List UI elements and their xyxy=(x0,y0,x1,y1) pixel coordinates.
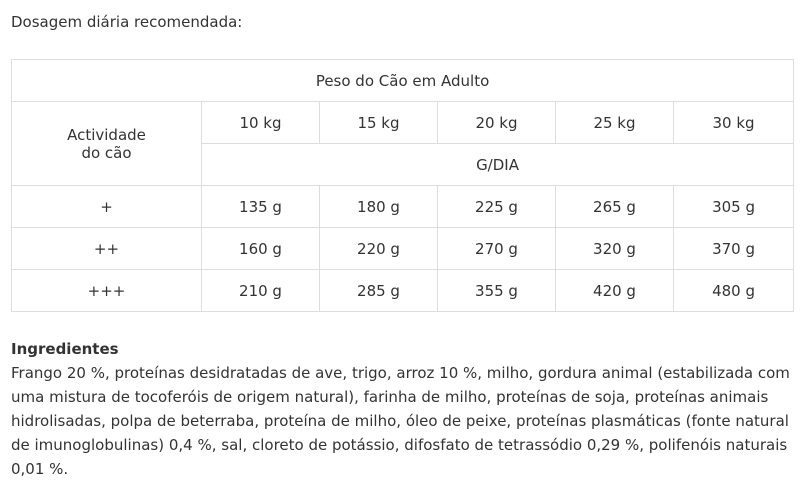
dose-cell: 305 g xyxy=(674,186,794,228)
dose-cell: 480 g xyxy=(674,270,794,312)
ingredients-section xyxy=(11,337,796,481)
dose-cell: 180 g xyxy=(320,186,438,228)
weights-row xyxy=(12,102,794,144)
weight-cell: 30 kg xyxy=(674,102,794,144)
activity-level: + xyxy=(12,186,202,228)
ingredients-text: Frango 20 %, proteínas desidratadas de ave, trigo, arroz 10 %, milho, gordura animal (estabilizada com uma mistura de tocoferóis de origem natural), farinha de milho, proteínas de soja, proteínas animais hidrolisadas, polpa de beterraba, proteína de milho, óleo de peixe, proteínas plasmáticas (fonte natural de imunoglobulinas) 0,4 %, sal, cloreto de potássio, difosfato de tetrassódio 0,29 %, polifenóis naturais 0,01 %. xyxy=(11,364,790,478)
dose-cell: 270 g xyxy=(438,228,556,270)
dose-cell: 220 g xyxy=(320,228,438,270)
weight-cell: 15 kg xyxy=(320,102,438,144)
activity-header-line1: Actividade xyxy=(67,125,146,144)
dose-cell: 135 g xyxy=(202,186,320,228)
dose-cell: 355 g xyxy=(438,270,556,312)
weight-cell: 25 kg xyxy=(556,102,674,144)
activity-level: +++ xyxy=(12,270,202,312)
dose-cell: 320 g xyxy=(556,228,674,270)
table-header-row xyxy=(12,60,794,102)
dose-cell: 420 g xyxy=(556,270,674,312)
activity-level: ++ xyxy=(12,228,202,270)
table-row xyxy=(12,270,794,312)
activity-header xyxy=(12,102,202,186)
dose-cell: 160 g xyxy=(202,228,320,270)
dose-cell: 285 g xyxy=(320,270,438,312)
intro-text: Dosagem diária recomendada: xyxy=(11,13,243,31)
activity-header-line2: do cão xyxy=(81,143,132,162)
dosage-table xyxy=(11,59,794,312)
weight-cell: 10 kg xyxy=(202,102,320,144)
dose-cell: 370 g xyxy=(674,228,794,270)
dose-cell: 210 g xyxy=(202,270,320,312)
unit-cell: G/DIA xyxy=(202,144,794,186)
table-row xyxy=(12,228,794,270)
table-row xyxy=(12,186,794,228)
dose-cell: 265 g xyxy=(556,186,674,228)
table-header-weight: Peso do Cão em Adulto xyxy=(12,60,794,102)
ingredients-title: Ingredientes xyxy=(11,340,119,358)
weight-cell: 20 kg xyxy=(438,102,556,144)
dose-cell: 225 g xyxy=(438,186,556,228)
